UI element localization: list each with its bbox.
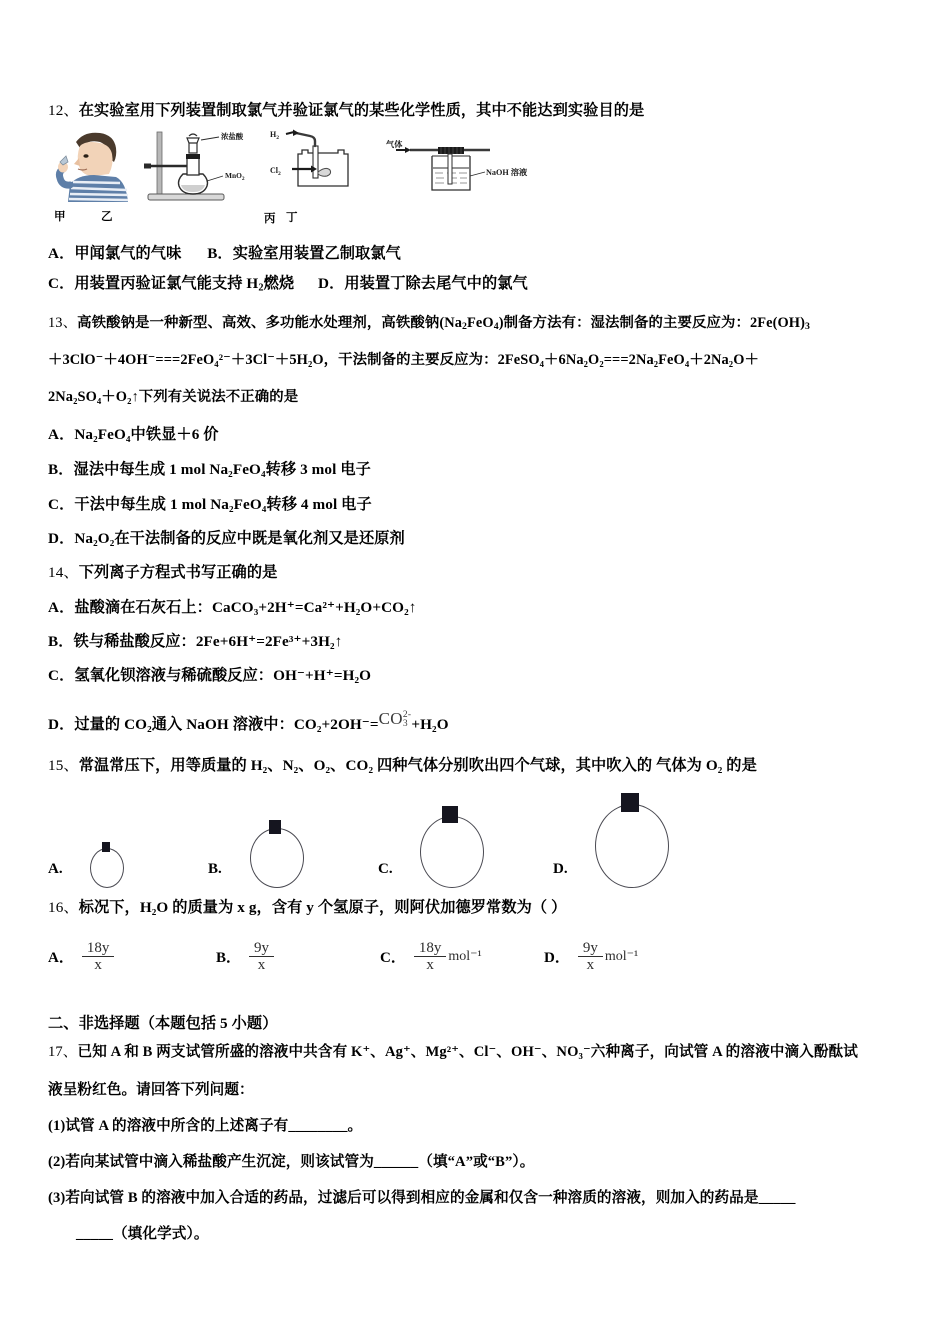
flask-stand-icon: [143, 128, 263, 202]
question-17-sub-2: (2)若向某试管中滴入稀盐酸产生沉淀，则该试管为______（填“A”或“B”）。: [48, 1154, 535, 1170]
q14-option-a-text: 盐酸滴在石灰石上：CaCO₃+2H⁺=Ca²⁺+H₂O+CO₂↑: [74, 599, 417, 616]
q16-option-d-numerator: 9y: [578, 940, 603, 957]
question-16-stem: [48, 897, 920, 920]
q15-option-d: [553, 796, 733, 892]
question-17-stem-line-2: 液呈粉红色。请回答下列问题：: [48, 1082, 254, 1098]
figure-caption-jia: 甲: [54, 211, 66, 223]
q14-option-c-letter: C．: [48, 667, 75, 684]
q12-option-c-sub: 2: [258, 282, 264, 294]
q13-option-c-letter: C．: [48, 496, 75, 513]
question-14-option-a: [48, 597, 920, 620]
carbonate-base: CO: [378, 709, 403, 728]
q16-option-a-letter: A．: [48, 950, 74, 967]
label-gas-inlet: 气体: [386, 140, 403, 149]
q16-option-c-denominator: x: [426, 957, 434, 974]
figure-yi-flask-on-stand: [101, 128, 263, 223]
q12-option-b-text: 实验室用装置乙制取氯气: [232, 245, 401, 262]
question-14-option-d: [48, 706, 920, 737]
figure-jia-person-smelling: [54, 128, 132, 223]
q14-option-b-text: 铁与稀盐酸反应：2Fe+6H⁺=2Fe³⁺+3H₂↑: [73, 633, 343, 650]
q16-option-b-numerator: 9y: [249, 940, 274, 957]
q16-option-b: [216, 940, 274, 973]
question-15-number: 15、: [48, 757, 79, 774]
q15-option-a-letter: A.: [48, 861, 63, 877]
question-16-number: 16、: [48, 899, 79, 916]
q14-option-d-letter: D．: [48, 716, 75, 734]
question-13-stem-line-2: ＋3ClO⁻＋4OH⁻===2FeO₄²⁻＋3Cl⁻＋5H₂O，干法制备的主要反应为：2FeSO₄＋6Na₂O₂===2Na₂FeO₄＋2Na₂O＋: [48, 352, 760, 368]
question-14-number: 14、: [48, 564, 79, 581]
gas-jar-icon: [270, 128, 380, 202]
balloon-small: [90, 848, 124, 888]
q16-option-b-fraction: [249, 940, 274, 973]
q14-option-b-letter: B．: [48, 633, 74, 650]
balloon-xlarge: [595, 804, 669, 888]
balloon-large: [420, 816, 484, 888]
q13-option-a-text: Na₂FeO₄中铁显＋6 价: [74, 426, 219, 443]
q16-option-c-letter: C．: [380, 950, 406, 967]
question-16-text: 标况下，H₂O 的质量为 x g，含有 y 个氢原子，则阿伏加德罗常数为（ ）: [78, 899, 567, 916]
label-h2: $H_2$: [270, 130, 280, 141]
q14-option-c-text: 氢氧化钡溶液与稀硫酸反应：OH⁻+H⁺=H₂O: [74, 667, 372, 684]
question-14-stem: [48, 562, 920, 585]
question-14-text: 下列离子方程式书写正确的是: [78, 564, 278, 581]
section-2-heading: 二、非选择题（本题包括 5 小题）: [48, 1015, 278, 1032]
q14-option-a-letter: A．: [48, 599, 75, 616]
question-12-text: 在实验室用下列装置制取氯气并验证氯气的某些化学性质，其中不能达到实验目的是: [78, 102, 645, 119]
balloon-neck-b: [269, 820, 281, 834]
q15-option-b: [208, 796, 368, 892]
q12-option-d-letter: D．: [318, 275, 345, 292]
question-13-option-b: [48, 459, 920, 482]
question-12-figures: [48, 128, 548, 226]
q13-stem-p4: 4: [493, 321, 499, 333]
q12-option-d-text: 用装置丁除去尾气中的氯气: [344, 275, 528, 292]
question-15-text: 常温常压下，用等质量的 H₂、N₂、O₂、CO₂ 四种气体分别吹出四个气球，其中吹入的 气体为 O₂ 的是: [78, 757, 757, 774]
question-12-option-row-1: [48, 243, 920, 266]
question-14-option-c: [48, 665, 920, 688]
carbonate-count: 3: [402, 718, 408, 729]
washing-bottle-icon: [386, 128, 551, 202]
q16-option-d: [544, 940, 638, 973]
question-17-sub-3-cont: _____（填化学式）。: [76, 1226, 209, 1242]
question-13-option-a: [48, 424, 920, 447]
q15-option-c-letter: C.: [378, 861, 393, 877]
balloon-neck-c: [442, 806, 458, 823]
q16-option-b-letter: B．: [216, 950, 242, 967]
q13-stem-p5: )制备方法有：湿法制备的主要反应为：2Fe(OH): [498, 315, 805, 331]
q16-option-a-denominator: x: [94, 957, 102, 974]
q13-stem-p1: 高铁酸钠是一种新型、高效、多功能水处理剂，高铁酸钠(Na: [77, 315, 463, 331]
q12-option-a-text: 甲闻氯气的气味: [74, 245, 182, 262]
question-15-stem: [48, 755, 920, 778]
q13-stem-p3: FeO: [467, 315, 494, 331]
figure-caption-yi: 乙: [101, 211, 113, 223]
label-cl2: $Cl_2$: [270, 166, 281, 177]
question-12-stem: [48, 100, 920, 123]
question-12-number: 12、: [48, 102, 79, 119]
q13-stem-p6: 3: [805, 321, 810, 333]
question-17-number: 17、: [48, 1044, 78, 1060]
question-15-balloon-options: [48, 796, 728, 892]
q13-option-c-text: 干法中每生成 1 mol Na₂FeO₄转移 4 mol 电子: [74, 496, 372, 513]
q13-stem-p2: 2: [462, 321, 468, 333]
question-17-sub-3: (3)若向试管 B 的溶液中加入合适的药品，过滤后可以得到相应的金属和仅含一种溶质的溶液，则加入的药品是_____: [48, 1190, 796, 1206]
label-naoh-solution: NaOH 溶液: [486, 168, 528, 177]
q16-option-c-numerator: 18y: [414, 940, 447, 957]
q13-option-b-text: 湿法中每生成 1 mol Na₂FeO₄转移 3 mol 电子: [73, 461, 371, 478]
q16-option-d-unit: mol⁻¹: [604, 949, 639, 965]
q12-option-b-letter: B．: [207, 245, 233, 262]
q15-option-d-letter: D.: [553, 861, 568, 877]
figure-ding-washing-bottle: [286, 128, 551, 224]
carbonate-ion-graphic: [379, 706, 412, 732]
balloon-neck-d: [621, 793, 639, 812]
question-13-stem-line-3: 2Na₂SO₄＋O₂↑下列有关说法不正确的是: [48, 389, 299, 405]
balloon-medium: [250, 828, 304, 888]
q12-option-c-text-after: 燃烧: [263, 275, 295, 292]
q16-option-c: [380, 940, 482, 973]
q13-option-a-letter: A．: [48, 426, 75, 443]
q15-option-c: [378, 796, 548, 892]
question-13-number: 13、: [48, 315, 78, 331]
q13-option-b-letter: B．: [48, 461, 74, 478]
question-12-option-row-2: [48, 273, 920, 296]
question-17-sub-1: (1)试管 A 的溶液中所含的上述离子有________。: [48, 1118, 363, 1134]
q16-option-c-fraction: [414, 940, 447, 973]
q14-option-d-text-before: 过量的 CO₂通入 NaOH 溶液中：CO₂+2OH⁻=: [74, 716, 379, 734]
q16-option-d-letter: D．: [544, 950, 570, 967]
question-13-option-c: [48, 494, 920, 517]
person-smelling-icon: [54, 128, 132, 202]
carbonate-charge: 2-: [402, 710, 412, 721]
q12-option-c-text-before: 用装置丙验证氯气能支持 H: [74, 275, 259, 292]
q12-option-c-letter: C．: [48, 275, 75, 292]
q15-option-a: [48, 796, 188, 892]
label-mno2: MnO$_2$: [225, 171, 245, 182]
q16-option-a-numerator: 18y: [82, 940, 115, 957]
q16-option-d-fraction: [578, 940, 603, 973]
q15-option-b-letter: B.: [208, 861, 222, 877]
question-17-stem-line-1: [48, 1042, 920, 1064]
q14-option-d-text-after: +H₂O: [411, 716, 449, 734]
q16-option-a-fraction: [82, 940, 115, 973]
q16-option-b-denominator: x: [257, 957, 266, 974]
question-16-options: [48, 936, 748, 986]
question-17-text-1: 已知 A 和 B 两支试管所盛的溶液中共含有 K⁺、Ag⁺、Mg²⁺、Cl⁻、OH⁻、NO₃⁻六种离子，向试管 A 的溶液中滴入酚酞试: [77, 1044, 858, 1060]
figure-bing-gas-jar: [264, 128, 380, 225]
figure-caption-ding: 丁: [286, 212, 298, 224]
q13-option-d-letter: D．: [48, 530, 75, 547]
question-14-option-b: [48, 631, 920, 654]
q13-option-d-text: Na₂O₂在干法制备的反应中既是氧化剂又是还原剂: [74, 530, 405, 547]
q16-option-d-denominator: x: [586, 957, 595, 974]
q12-option-a-letter: A．: [48, 245, 75, 262]
label-concentrated-hcl: 浓盐酸: [221, 132, 244, 141]
balloon-neck-a: [102, 842, 110, 852]
figure-caption-bing: 丙: [264, 213, 276, 225]
question-13-option-d: [48, 528, 920, 551]
question-13-stem-line-1: [48, 313, 920, 335]
q16-option-c-unit: mol⁻¹: [448, 949, 482, 965]
q16-option-a: [48, 940, 114, 973]
